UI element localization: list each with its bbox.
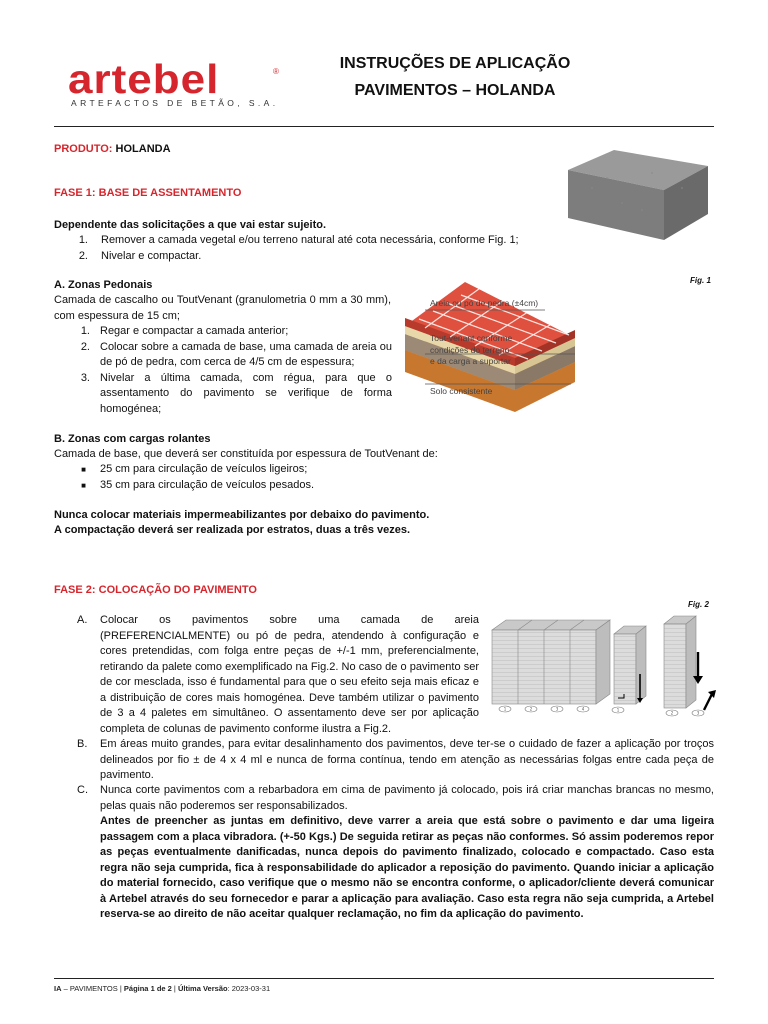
fig2-marker: 1 xyxy=(616,707,620,713)
footer-divider xyxy=(54,978,714,979)
zone-b-bullets xyxy=(54,462,314,493)
fase1-heading: FASE 1: BASE DE ASSENTAMENTO xyxy=(54,187,242,199)
fig1-annotation-toutvenant: Tout-venant conforme condições do terreno e da carga a suportar xyxy=(430,333,513,366)
zone-b-title: B. Zonas com cargas rolantes xyxy=(54,433,211,445)
page-title-line1: INSTRUÇÕES DE APLICAÇÃO xyxy=(339,55,571,72)
fig2-marker: 2 xyxy=(529,706,533,712)
fase1-steps xyxy=(54,233,544,264)
header-divider xyxy=(54,126,714,127)
fase2-bold-paragraph: Antes de preencher as juntas em definitivo, deve varrer a areia que está sobre o pavimento e dar uma ligeira passagem com a placa vibradora. (+-50 Kgs.) De seguida retirar as peças não conformes. Só assim poderemos repor as peças eventualmente danificadas, nunca depois do pavimento finalizado, colocado e compactado. Caso esta regra não seja cumprida, fica à responsabilidade do aplicador a reposição do pavimento. Quando iniciar a aplicação do material fornecido, caso verifique que o mesmo não se encontra conforme, o aplicador/cliente deverá comunicar à Artebel através do seu fornecedor e parar a aplicação para avaliação. Caso esta regra não seja cumprida, a Artebel reserva-se ao direito de não aceitar qualquer reclamação, no fim da aplicação do pavimento. xyxy=(100,815,714,920)
zone-a-text: Camada de cascalho ou ToutVenant (granulometria 0 mm a 30 mm), com espessura de 15 cm; xyxy=(54,294,391,322)
fase2-item-b: B. Em áreas muito grandes, para evitar desalinhamento dos pavimentos, deve ter-se o cuidado de fazer a aplicação por troços delineados por fio ± de 4 x 4 ml e nunca de forma contínua, tendo em atenção as necessárias folgas entre cada peça de pavimento. xyxy=(77,738,714,781)
product-value: HOLANDA xyxy=(115,143,171,155)
warning-line-1: Nunca colocar materiais impermeabilizantes por debaixo do pavimento. xyxy=(54,509,430,521)
footer-version-date: : 2023-03-31 xyxy=(227,984,271,993)
fase2-item-a: A. Colocar os pavimentos sobre uma camada de areia (PREFERENCIALMENTE) ou pó de pedra, atendendo à configuração e cores pretendidas, com folga entre peças de +/-1 mm, preferencialmente, retirando da palete como exemplificado na Fig.2. No caso de o pavimento ser de cor mesclada, isso é fundamental para que o seu efeito seja mais eficaz e a distribuição de cores mais homogénea. Deve também utilizar o pavimento de 3 a 4 paletes em simultâneo. O assentamento deve ser por aplicação completa de colunas de pavimento conforme ilustra a Fig.2. xyxy=(77,614,479,735)
footer-separator: | xyxy=(171,984,178,993)
fig2-label: Fig. 2 xyxy=(688,600,709,609)
fig2-marker: 4 xyxy=(581,706,585,712)
list-item: 2. Colocar sobre a camada de base, uma camada de areia ou de pó de pedra, com cerca de 4/5 cm de espessura; xyxy=(80,340,392,368)
footer-page-number: 1 xyxy=(150,984,155,993)
list-item: 2. Nivelar e compactar. xyxy=(78,249,202,262)
warning-line-2: A compactação deverá ser realizada por estratos, duas a três vezes. xyxy=(54,524,411,536)
list-item: ■ 25 cm para circulação de veículos ligeiros; xyxy=(81,463,308,475)
list-item: 1. Remover a camada vegetal e/ou terreno natural até cota necessária, conforme Fig. 1; xyxy=(78,234,519,246)
zone-b-text: Camada de base, que deverá ser constituída por espessura de ToutVenant de: xyxy=(54,448,438,460)
footer-page-total: 2 xyxy=(167,984,172,993)
zone-a-title: A. Zonas Pedonais xyxy=(54,279,153,291)
footer-version-label: Última Versão xyxy=(177,984,228,993)
fig2-pallets-diagram xyxy=(488,612,716,720)
footer-page-label: Página xyxy=(123,984,151,993)
fig2-marker: 3 xyxy=(696,710,700,716)
list-item: 1. Regar e compactar a camada anterior; xyxy=(80,325,289,337)
paver-block-image xyxy=(562,148,714,246)
fase2-item-c: C. Nunca corte pavimentos com a rebarbadora em cima de pavimento já colocado, pois irá criar manchas brancas no mesmo, pelas quais não poderemos ser responsabilizados. xyxy=(77,784,714,812)
logo-subtitle: ARTEFACTOS DE BETÃO, S.A. xyxy=(71,98,279,108)
list-item: ■ 35 cm para circulação de veículos pesados. xyxy=(81,478,315,491)
page-title-line2: PAVIMENTOS – HOLANDA xyxy=(354,82,556,99)
list-item: 3. Nivelar a última camada, com régua, para que o assentamento do pavimento se verifique de forma homogénea; xyxy=(80,371,392,415)
footer-doc-name: – PAVIMENTOS | xyxy=(61,984,124,993)
product-label: PRODUTO: xyxy=(54,143,113,155)
footer-doc-code: IA xyxy=(54,984,62,993)
footer-page-of: de xyxy=(154,984,168,993)
fig1-annotation-soil: Solo consistente xyxy=(430,386,493,396)
zone-a-steps xyxy=(54,324,392,417)
fig2-marker: 3 xyxy=(555,706,559,712)
product-line xyxy=(54,142,171,158)
footer xyxy=(54,984,270,993)
logo-registered-mark: ® xyxy=(273,67,279,76)
fase2-heading: FASE 2: COLOCAÇÃO DO PAVIMENTO xyxy=(54,584,257,596)
fase1-intro: Dependente das solicitações a que vai estar sujeito. xyxy=(54,219,327,231)
fig1-annotation-sand: Areia ou pó de pedra (±4cm) xyxy=(430,298,539,308)
fig1-label: Fig. 1 xyxy=(690,276,711,285)
fig2-marker: 1 xyxy=(503,706,507,712)
artebel-logo: artebel xyxy=(68,57,220,103)
fig2-marker: 2 xyxy=(670,710,674,716)
